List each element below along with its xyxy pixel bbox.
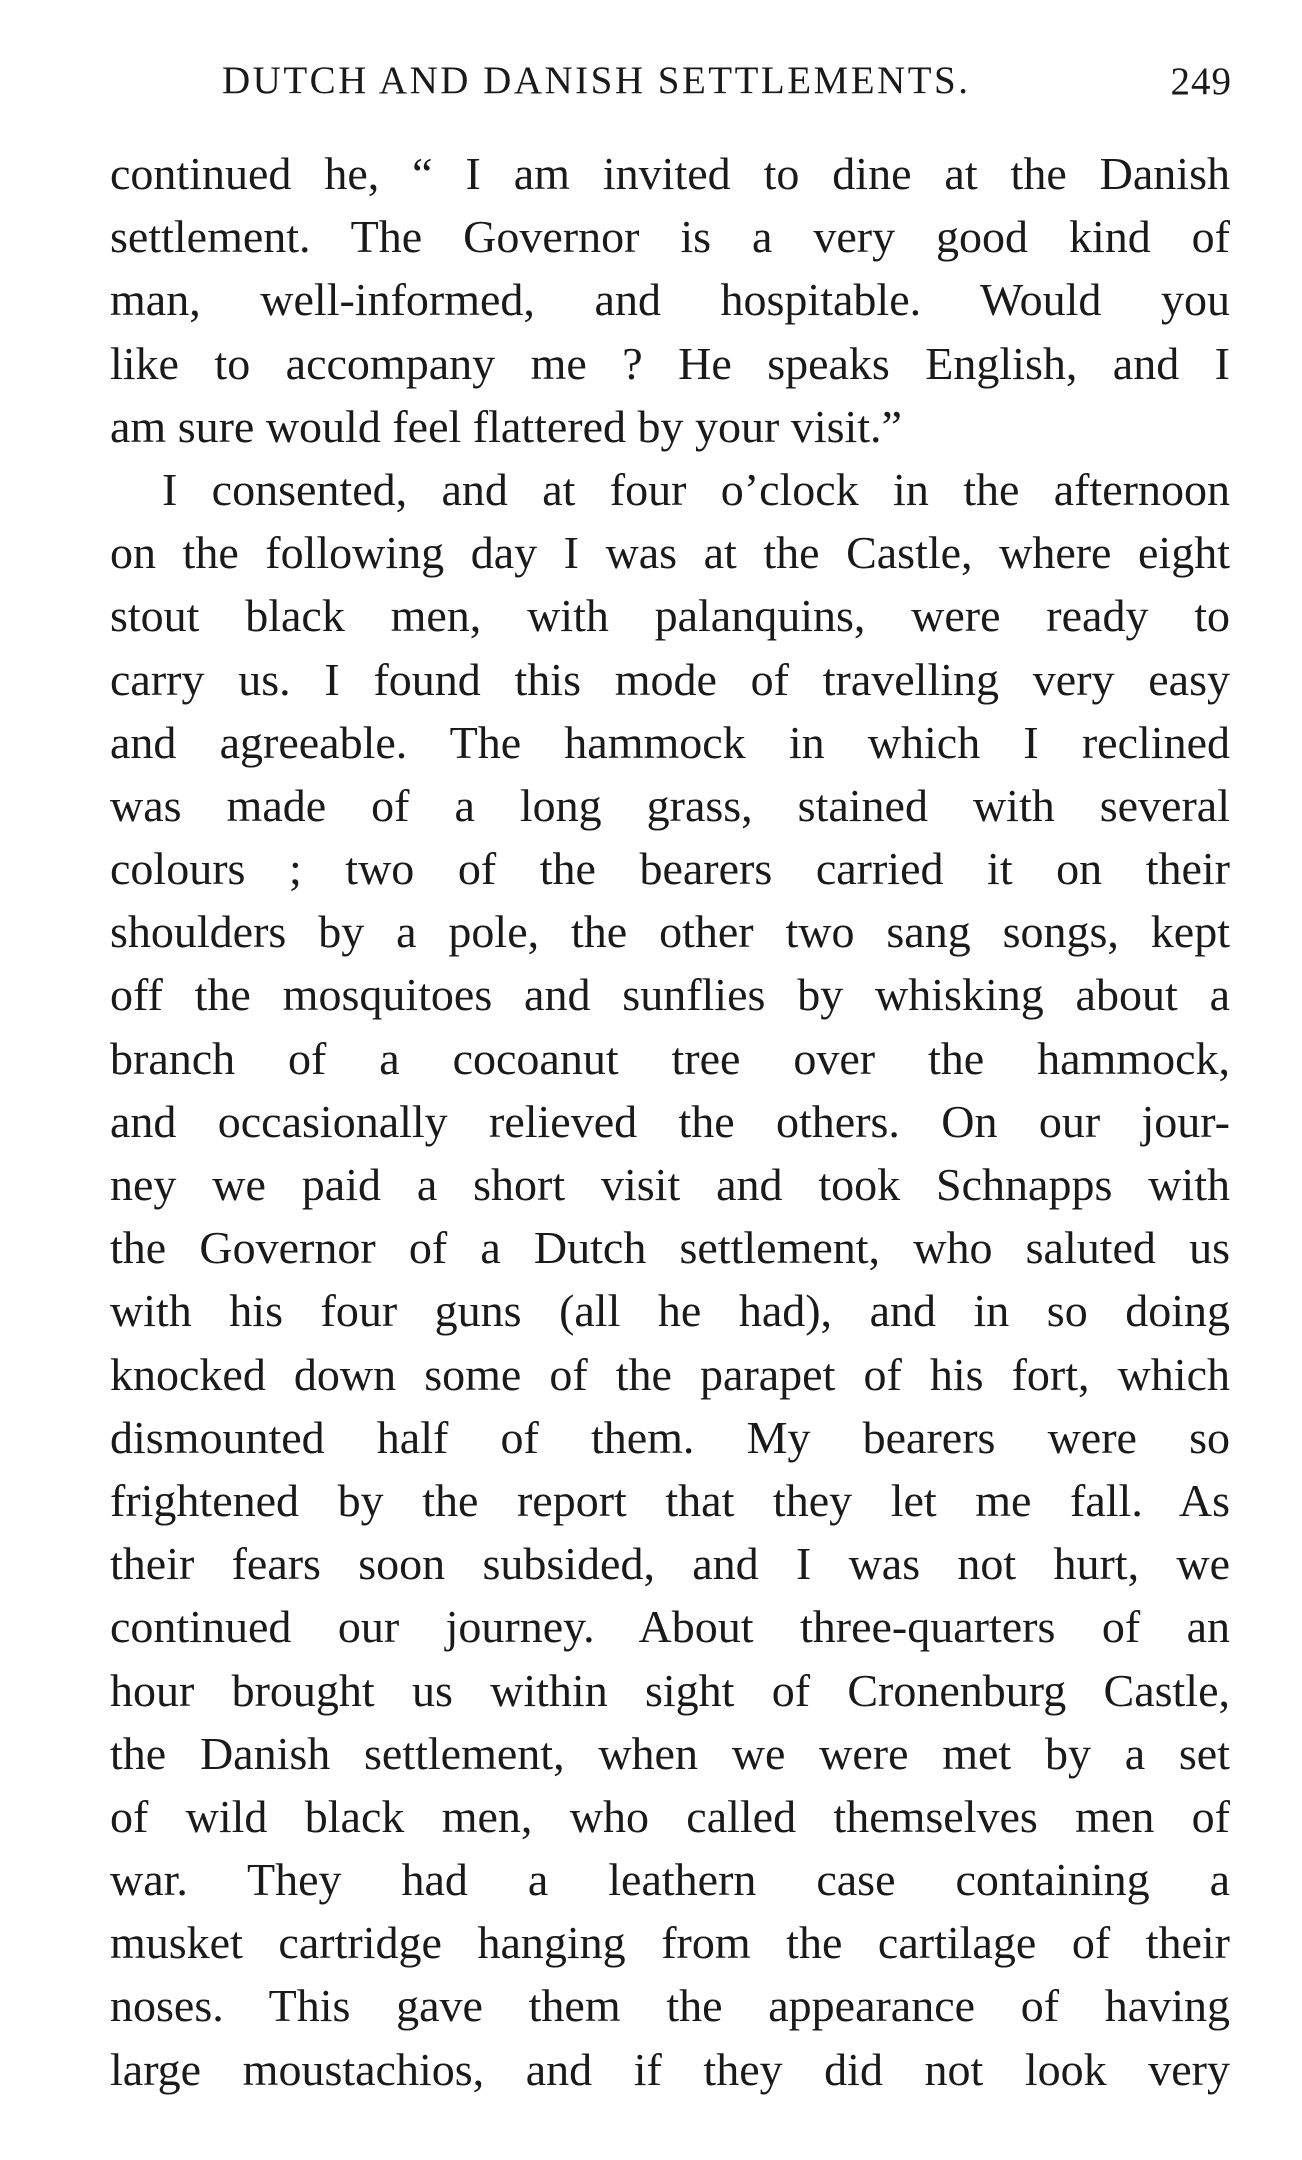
text-line: continued he, “ I am invited to dine at the Danish	[110, 148, 1230, 199]
text-line: their fears soon subsided, and I was not hurt, we	[110, 1538, 1230, 1590]
text-line: with his four guns (all he had), and in so doing	[110, 1285, 1230, 1337]
text-line: man, well-informed, and hospitable. Would you	[110, 274, 1230, 326]
text-line: frightened by the report that they let me fall. As	[110, 1474, 1230, 1526]
running-head-title: DUTCH AND DANISH SETTLEMENTS.	[222, 59, 971, 102]
text-line: branch of a cocoanut tree over the hammock,	[110, 1032, 1230, 1084]
text-line: musket cartridge hanging from the cartilage of their	[110, 1917, 1230, 1969]
text-line: on the following day I was at the Castle, where eight	[110, 527, 1230, 579]
text-line: of wild black men, who called themselves men of	[110, 1790, 1230, 1842]
body-text	[110, 142, 1230, 2101]
text-line: hour brought us within sight of Cronenburg Castle,	[110, 1664, 1230, 1716]
text-line: and agreeable. The hammock in which I reclined	[110, 716, 1230, 768]
page-number: 249	[1170, 60, 1232, 103]
text-line: like to accompany me ? He speaks English, and I	[110, 337, 1230, 389]
text-line: large moustachios, and if they did not look very	[110, 2043, 1230, 2095]
text-line: war. They had a leathern case containing a	[110, 1854, 1230, 1906]
text-line: and occasionally relieved the others. On our jour-	[110, 1095, 1230, 1147]
text-line: knocked down some of the parapet of his fort, which	[110, 1348, 1230, 1400]
text-line: carry us. I found this mode of travelling very easy	[110, 653, 1230, 705]
text-line: settlement. The Governor is a very good kind of	[110, 211, 1230, 263]
running-head	[222, 58, 1232, 110]
text-line: am sure would feel flattered by your visit.”	[110, 400, 902, 452]
text-line: shoulders by a pole, the other two sang songs, kept	[110, 906, 1230, 958]
text-line: colours ; two of the bearers carried it on their	[110, 843, 1230, 895]
text-line: was made of a long grass, stained with several	[110, 779, 1230, 831]
text-line: off the mosquitoes and sunflies by whisking about a	[110, 969, 1230, 1021]
text-line: I consented, and at four o’clock in the afternoon	[162, 463, 1230, 515]
text-line: noses. This gave them the appearance of having	[110, 1980, 1230, 2032]
text-line: the Governor of a Dutch settlement, who saluted us	[110, 1222, 1230, 1274]
text-line: stout black men, with palanquins, were ready to	[110, 590, 1230, 642]
text-line: continued our journey. About three-quarters of an	[110, 1601, 1230, 1653]
text-line: ney we paid a short visit and took Schnapps with	[110, 1159, 1230, 1210]
text-line: the Danish settlement, when we were met by a set	[110, 1727, 1230, 1779]
text-line: dismounted half of them. My bearers were so	[110, 1411, 1230, 1463]
